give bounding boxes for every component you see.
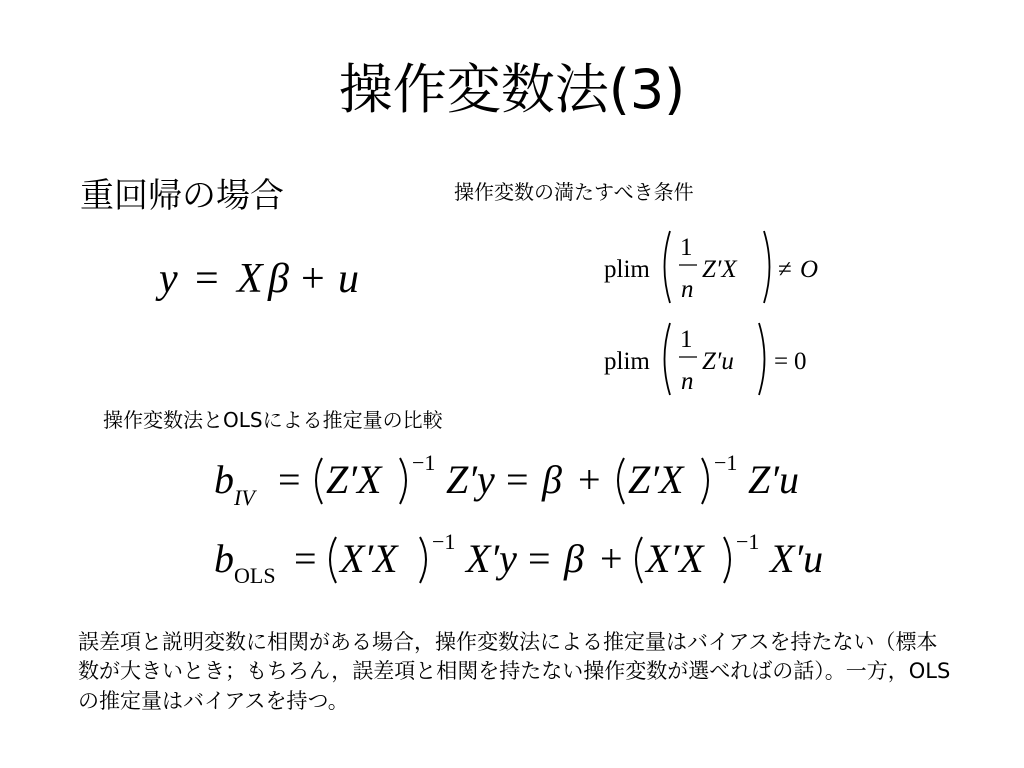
condition-relation: = [774, 348, 789, 375]
regressor-product: X′y [466, 536, 517, 581]
condition-2 [604, 317, 834, 402]
model-equation [155, 248, 385, 308]
comparison-heading: 操作変数法とOLSによる推定量の比較 [103, 408, 443, 432]
instrument-product: Z′y [446, 457, 495, 502]
ols-estimator-equation [210, 527, 830, 592]
eq-equals: = [195, 256, 219, 302]
fraction-denominator: n [681, 276, 694, 303]
slide-title: 操作変数法(3) [338, 58, 686, 121]
estimator-subscript: IV [234, 485, 255, 510]
matrix-product: X′X [340, 536, 398, 581]
inverse-exponent-2: −1 [736, 529, 760, 554]
fraction-denominator: n [681, 368, 694, 395]
fraction-numerator: 1 [680, 326, 693, 353]
right-paren [420, 537, 426, 583]
right-paren-2 [702, 458, 708, 504]
left-paren [665, 323, 671, 395]
right-paren [759, 323, 765, 395]
left-paren [665, 231, 671, 303]
matrix-product: Z′X [326, 457, 382, 502]
equals-sign-2: = [528, 536, 551, 581]
iv-estimator-equation [210, 448, 830, 513]
explanation-note: 誤差項と説明変数に相関がある場合，操作変数法による推定量はバイアスを持たない（標本数が大きいとき；もちろん，誤差項と相関を持たない操作変数が選べればの話）。一方，OLSの推定量はバイアスを持つ。 [78, 630, 951, 713]
inverse-exponent-2: −1 [714, 450, 738, 475]
estimator-b: b [214, 536, 234, 581]
section-heading: 重回帰の場合 [80, 176, 284, 216]
condition-rhs: 0 [794, 348, 807, 375]
condition-rhs: O [800, 256, 819, 283]
equals-sign: = [294, 536, 317, 581]
left-paren-2 [636, 537, 642, 583]
condition-term: Z′u [702, 348, 734, 375]
eq-plus: + [301, 256, 325, 302]
eq-y: y [159, 256, 178, 302]
left-paren [330, 537, 336, 583]
eq-beta: β [268, 256, 289, 302]
plus-sign: + [578, 457, 601, 502]
right-paren [764, 231, 770, 303]
equals-sign-2: = [506, 457, 529, 502]
beta-symbol: β [542, 457, 562, 502]
beta-symbol: β [564, 536, 584, 581]
matrix-product-2: X′X [646, 536, 704, 581]
error-product: Z′u [748, 457, 799, 502]
left-paren-2 [618, 458, 624, 504]
inverse-exponent: −1 [432, 529, 456, 554]
estimator-b: b [214, 457, 234, 502]
eq-X: X [237, 256, 263, 302]
plus-sign: + [600, 536, 623, 581]
condition-1 [604, 225, 834, 310]
estimator-subscript: OLS [234, 563, 276, 588]
left-paren [316, 458, 322, 504]
condition-relation: ≠ [778, 256, 792, 283]
matrix-product-2: Z′X [628, 457, 684, 502]
right-paren-2 [724, 537, 730, 583]
conditions-heading: 操作変数の満たすべき条件 [454, 180, 694, 204]
right-paren [400, 458, 406, 504]
condition-term: Z′X [702, 256, 737, 283]
plim-label: plim [604, 256, 650, 283]
fraction-numerator: 1 [680, 234, 693, 261]
error-product: X′u [770, 536, 824, 581]
plim-label: plim [604, 348, 650, 375]
equals-sign: = [278, 457, 301, 502]
eq-u: u [338, 256, 359, 302]
inverse-exponent: −1 [412, 450, 436, 475]
